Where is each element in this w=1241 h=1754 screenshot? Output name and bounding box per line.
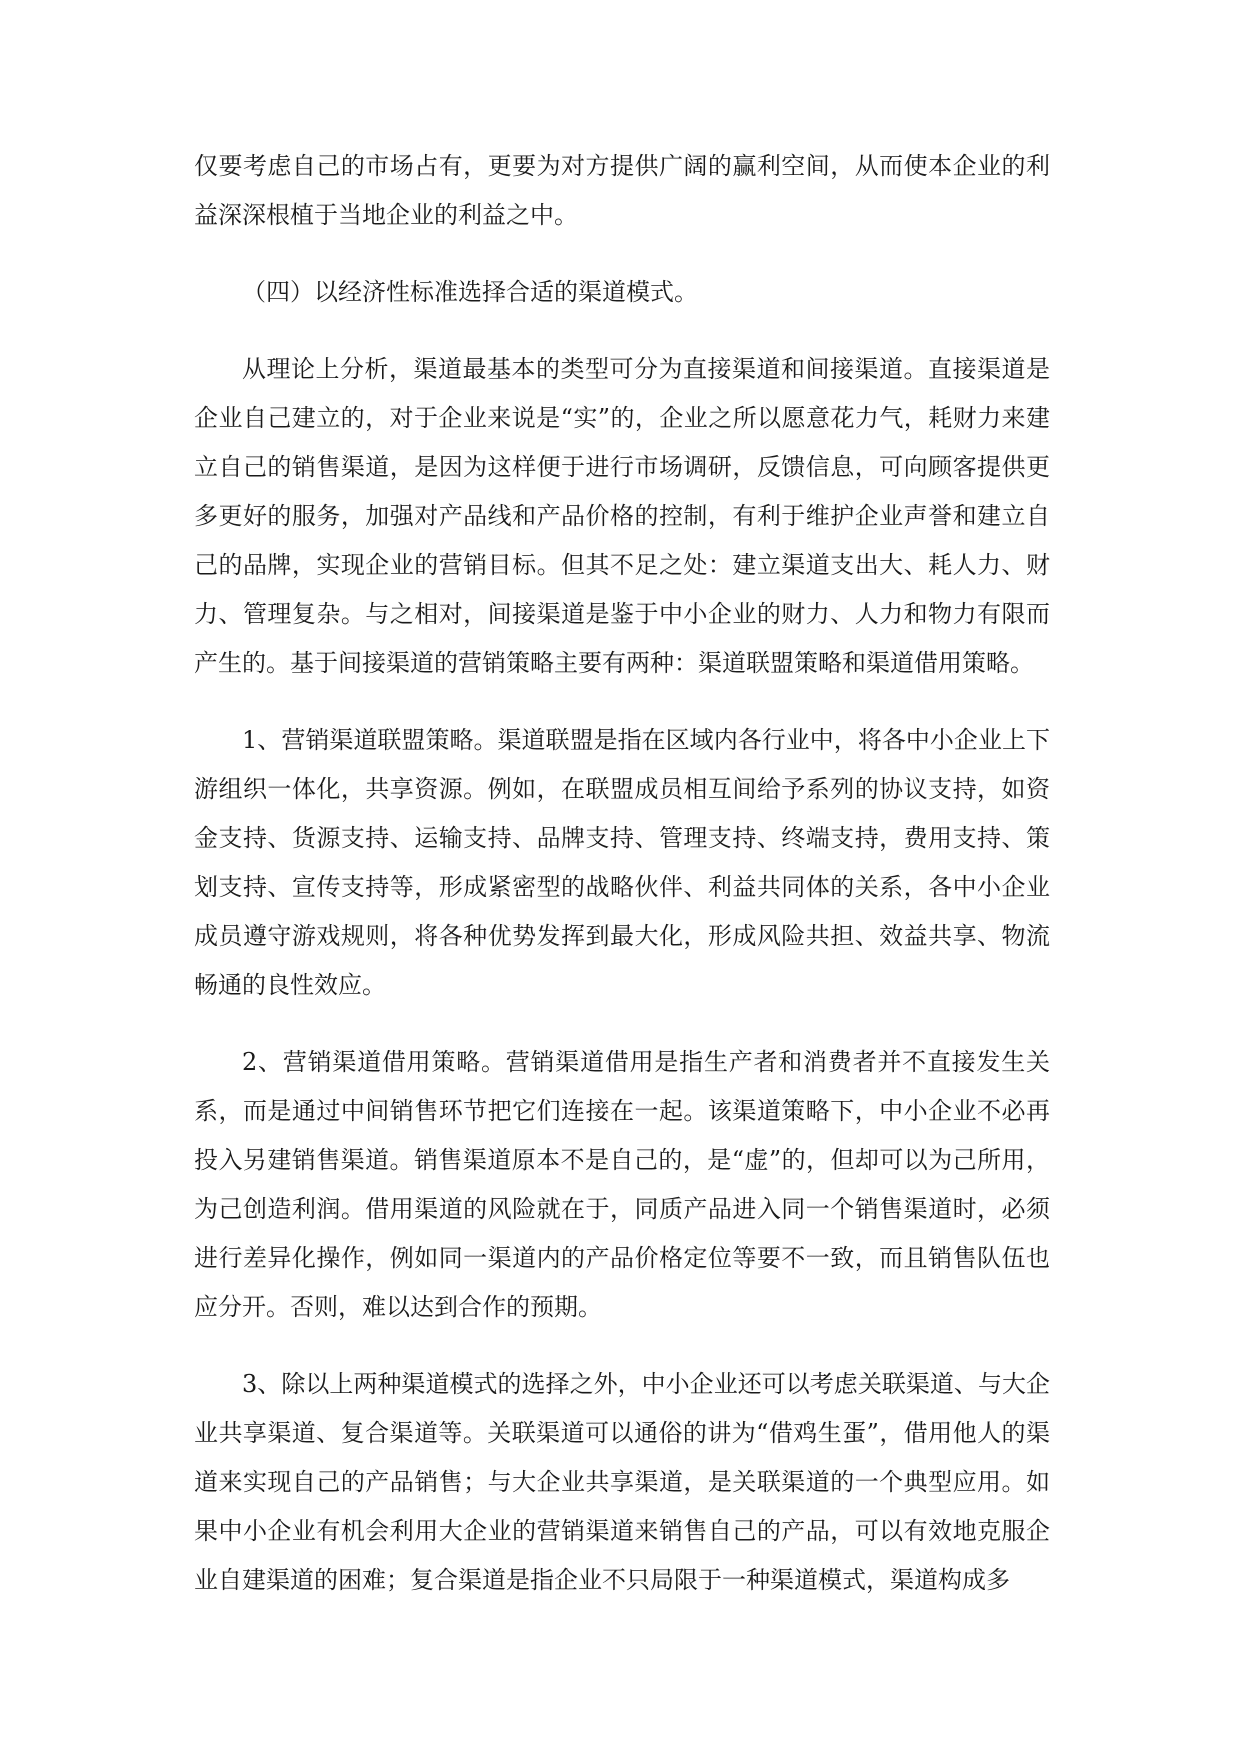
- paragraph-other-channels: 3、除以上两种渠道模式的选择之外，中小企业还可以考虑关联渠道、与大企业共享渠道、复合渠道等。关联渠道可以通俗的讲为“借鸡生蛋”，借用他人的渠道来实现自己的产品销售；与大企业共享渠道，是关联渠道的一个典型应用。如果中小企业有机会利用大企业的营销渠道来销售自己的产品，可以有效地克服企业自建渠道的困难；复合渠道是指企业不只局限于一种渠道模式，渠道构成多: [194, 1370, 1050, 1594]
- paragraph-alliance-strategy: 1、营销渠道联盟策略。渠道联盟是指在区域内各行业中，将各中小企业上下游组织一体化，共享资源。例如，在联盟成员相互间给予系列的协议支持，如资金支持、货源支持、运输支持、品牌支持、管理支持、终端支持，费用支持、策划支持、宣传支持等，形成紧密型的战略伙伴、利益共同体的关系，各中小企业成员遵守游戏规则，将各种优势发挥到最大化，形成风险共担、效益共享、物流畅通的良性效应。: [194, 726, 1050, 999]
- paragraph-channel-types: 从理论上分析，渠道最基本的类型可分为直接渠道和间接渠道。直接渠道是企业自己建立的，对于企业来说是“实”的，企业之所以愿意花力气，耗财力来建立自己的销售渠道，是因为这样便于进行市场调研，反馈信息，可向顾客提供更多更好的服务，加强对产品线和产品价格的控制，有利于维护企业声誉和建立自己的品牌，实现企业的营销目标。但其不足之处：建立渠道支出大、耗人力、财力、管理复杂。与之相对，间接渠道是鉴于中小企业的财力、人力和物力有限而产生的。基于间接渠道的营销策略主要有两种：渠道联盟策略和渠道借用策略。: [194, 355, 1050, 677]
- document-page: [194, 142, 1050, 1633]
- paragraph-continuation: 仅要考虑自己的市场占有，更要为对方提供广阔的赢利空间，从而使本企业的利益深深根植于当地企业的利益之中。: [194, 152, 1050, 229]
- paragraph-borrowing-strategy: 2、营销渠道借用策略。营销渠道借用是指生产者和消费者并不直接发生关系，而是通过中间销售环节把它们连接在一起。该渠道策略下，中小企业不必再投入另建销售渠道。销售渠道原本不是自己的，是“虚”的，但却可以为己所用，为己创造利润。借用渠道的风险就在于，同质产品进入同一个销售渠道时，必须进行差异化操作，例如同一渠道内的产品价格定位等要不一致，而且销售队伍也应分开。否则，难以达到合作的预期。: [194, 1048, 1050, 1321]
- section-heading: （四）以经济性标准选择合适的渠道模式。: [242, 278, 698, 306]
